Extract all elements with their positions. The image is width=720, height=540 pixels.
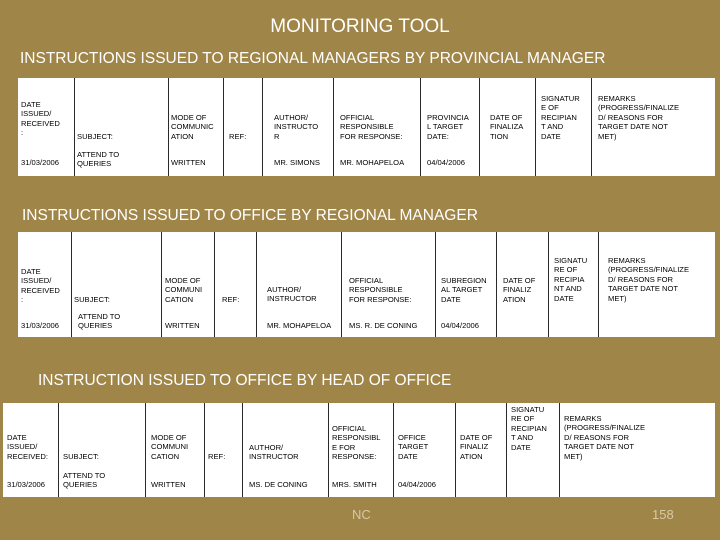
row-author: MS. DE CONING [249, 480, 308, 489]
header-finalization: DATE OF FINALIZA TION [490, 113, 524, 141]
table-regional-manager-office [18, 232, 715, 337]
row-mode: WRITTEN [165, 321, 200, 330]
header-subject: SUBJECT: [74, 295, 110, 304]
header-subject: SUBJECT: [63, 452, 99, 461]
header-remarks: REMARKS (PROGRESS/FINALIZE D/ REASONS FOR TARGET DATE NOT MET) [608, 256, 690, 303]
header-official: OFFICIAL RESPONSIBLE FOR RESPONSE: [340, 113, 403, 141]
section-2-heading: INSTRUCTIONS ISSUED TO OFFICE BY REGIONAL MANAGER [22, 207, 478, 224]
column-divider [435, 232, 436, 337]
header-author: AUTHOR/ INSTRUCTOR [249, 443, 299, 462]
footer-label: NC [352, 507, 371, 522]
column-divider [341, 232, 342, 337]
column-divider [506, 403, 507, 497]
column-divider [328, 403, 329, 497]
header-target-date: OFFICE TARGET DATE [398, 433, 429, 461]
row-official: MRS. SMITH [332, 480, 377, 489]
row-target-date: 04/04/2006 [441, 321, 480, 330]
header-signature: SIGNATU RE OF RECIPIAN T AND DATE [511, 405, 547, 452]
header-date-issued: DATE ISSUED/ RECEIVED : [21, 267, 60, 305]
row-mode: WRITTEN [151, 480, 186, 489]
column-divider [496, 232, 497, 337]
column-divider [591, 78, 592, 176]
column-divider [420, 78, 421, 176]
header-remarks: REMARKS (PROGRESS/FINALIZE D/ REASONS FOR TARGET DATE NOT MET) [598, 94, 680, 141]
header-ref: REF: [229, 132, 247, 141]
column-divider [161, 232, 162, 337]
table-regional-managers [18, 78, 715, 176]
header-author: AUTHOR/ INSTRUCTO R [274, 113, 319, 141]
column-divider [479, 78, 480, 176]
column-divider [333, 78, 334, 176]
column-divider [214, 232, 215, 337]
column-divider [598, 232, 599, 337]
row-subject: ATTEND TO QUERIES [77, 150, 120, 169]
column-divider [204, 403, 205, 497]
header-signature: SIGNATUR E OF RECIPIAN T AND DATE [541, 94, 580, 141]
row-subject: ATTEND TO QUERIES [63, 471, 106, 490]
column-divider [548, 232, 549, 337]
column-divider [168, 78, 169, 176]
header-date-issued: DATE ISSUED/ RECEIVED : [21, 100, 60, 138]
column-divider [393, 403, 394, 497]
header-finalization: DATE OF FINALIZ ATION [460, 433, 493, 461]
row-subject: ATTEND TO QUERIES [78, 312, 121, 331]
column-divider [262, 78, 263, 176]
table-head-of-office [3, 403, 715, 497]
row-mode: WRITTEN [171, 158, 206, 167]
row-author: MR. MOHAPELOA [267, 321, 332, 330]
header-ref: REF: [222, 295, 240, 304]
column-divider [58, 403, 59, 497]
page-title: MONITORING TOOL [270, 16, 450, 37]
header-target-date: SUBREGION AL TARGET DATE [441, 276, 487, 304]
column-divider [256, 232, 257, 337]
header-mode: MODE OF COMMUNI CATION [165, 276, 203, 304]
column-divider [455, 403, 456, 497]
column-divider [145, 403, 146, 497]
header-signature: SIGNATU RE OF RECIPIA NT AND DATE [554, 256, 588, 303]
header-official: OFFICIAL RESPONSIBL E FOR RESPONSE: [332, 424, 381, 462]
header-finalization: DATE OF FINALIZ ATION [503, 276, 536, 304]
header-official: OFFICIAL RESPONSIBLE FOR RESPONSE: [349, 276, 412, 304]
header-mode: MODE OF COMMUNI CATION [151, 433, 189, 461]
row-date: 31/03/2006 [7, 480, 46, 489]
header-remarks: REMARKS (PROGRESS/FINALIZE D/ REASONS FOR TARGET DATE NOT MET) [564, 414, 646, 461]
row-target-date: 04/04/2006 [398, 480, 437, 489]
row-author: MR. SIMONS [274, 158, 320, 167]
row-date: 31/03/2006 [21, 321, 60, 330]
header-author: AUTHOR/ INSTRUCTOR [267, 285, 317, 304]
header-subject: SUBJECT: [77, 132, 113, 141]
column-divider [71, 232, 72, 337]
header-ref: REF: [208, 452, 226, 461]
column-divider [223, 78, 224, 176]
header-target-date: PROVINCIA L TARGET DATE: [427, 113, 469, 141]
row-official: MR. MOHAPELOA [340, 158, 405, 167]
header-mode: MODE OF COMMUNIC ATION [171, 113, 214, 141]
column-divider [242, 403, 243, 497]
column-divider [535, 78, 536, 176]
column-divider [559, 403, 560, 497]
row-target-date: 04/04/2006 [427, 158, 466, 167]
row-official: MS. R. DE CONING [349, 321, 418, 330]
section-3-heading: INSTRUCTION ISSUED TO OFFICE BY HEAD OF OFFICE [38, 372, 452, 389]
column-divider [74, 78, 75, 176]
section-1-heading: INSTRUCTIONS ISSUED TO REGIONAL MANAGERS BY PROVINCIAL MANAGER [20, 50, 606, 67]
row-date: 31/03/2006 [21, 158, 60, 167]
page-number: 158 [652, 507, 674, 522]
header-date-issued: DATE ISSUED/ RECEIVED: [7, 433, 48, 461]
